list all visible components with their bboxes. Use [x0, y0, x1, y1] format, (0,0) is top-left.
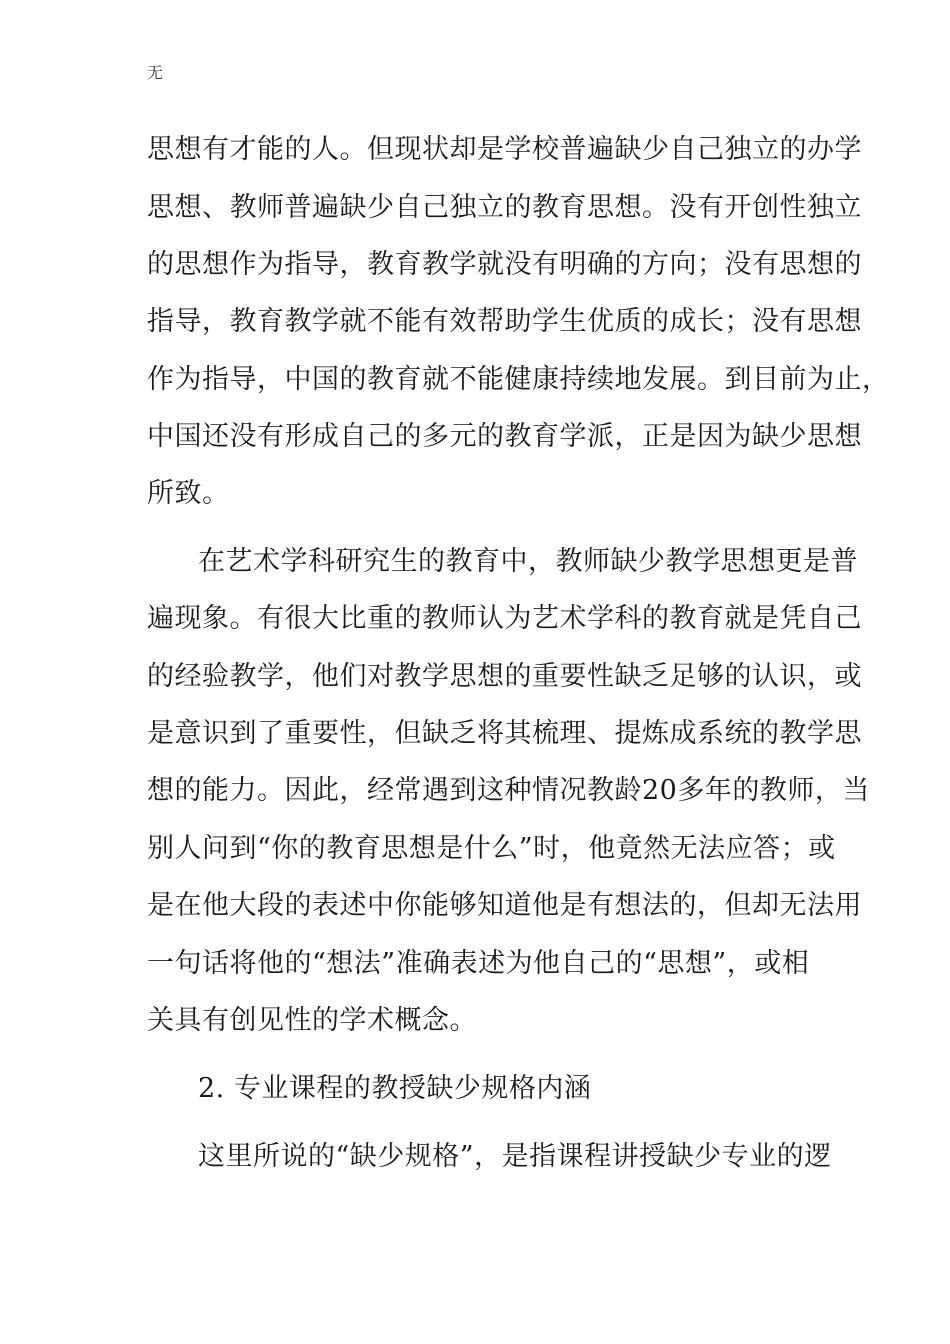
text-line: 的思想作为指导，教育教学就没有明确的方向；没有思想的 [147, 249, 862, 280]
text-line: 在艺术学科研究生的教育中，教师缺少教学思想更是普 [198, 546, 858, 577]
text-line: 别人问到“你的教育思想是什么”时，他竟然无法应答；或 [147, 833, 836, 864]
text-line: 中国还没有形成自己的多元的教育学派，正是因为缺少思想 [147, 421, 862, 452]
text-line: 是意识到了重要性，但缺乏将其梳理、提炼成系统的教学思 [147, 718, 862, 749]
text-line: 关具有创见性的学术概念。 [147, 1005, 477, 1036]
text-line: 这里所说的“缺少规格”，是指课程讲授缺少专业的逻 [198, 1141, 832, 1172]
section-heading: 2. 专业课程的教授缺少规格内涵 [198, 1073, 592, 1104]
text-line: 是在他大段的表述中你能够知道他是有想法的，但却无法用 [147, 890, 862, 921]
text-line: 思想有才能的人。但现状却是学校普遍缺少自己独立的办学 [147, 134, 862, 165]
text-line: 思想、教师普遍缺少自己独立的教育思想。没有开创性独立 [147, 192, 862, 223]
text-line: 想的能力。因此，经常遇到这种情况教龄20多年的教师，当 [147, 775, 870, 806]
text-line: 遍现象。有很大比重的教师认为艺术学科的教育就是凭自己 [147, 603, 862, 634]
text-line: 一句话将他的“想法”准确表述为他自己的“思想”，或相 [147, 948, 810, 979]
text-line: 指导，教育教学就不能有效帮助学生优质的成长；没有思想 [147, 306, 862, 337]
text-line: 所致。 [147, 478, 230, 509]
page-header: 无 [147, 63, 164, 82]
text-line: 作为指导，中国的教育就不能健康持续地发展。到目前为止， [147, 364, 890, 395]
text-line: 的经验教学，他们对教学思想的重要性缺乏足够的认识，或 [147, 661, 862, 692]
